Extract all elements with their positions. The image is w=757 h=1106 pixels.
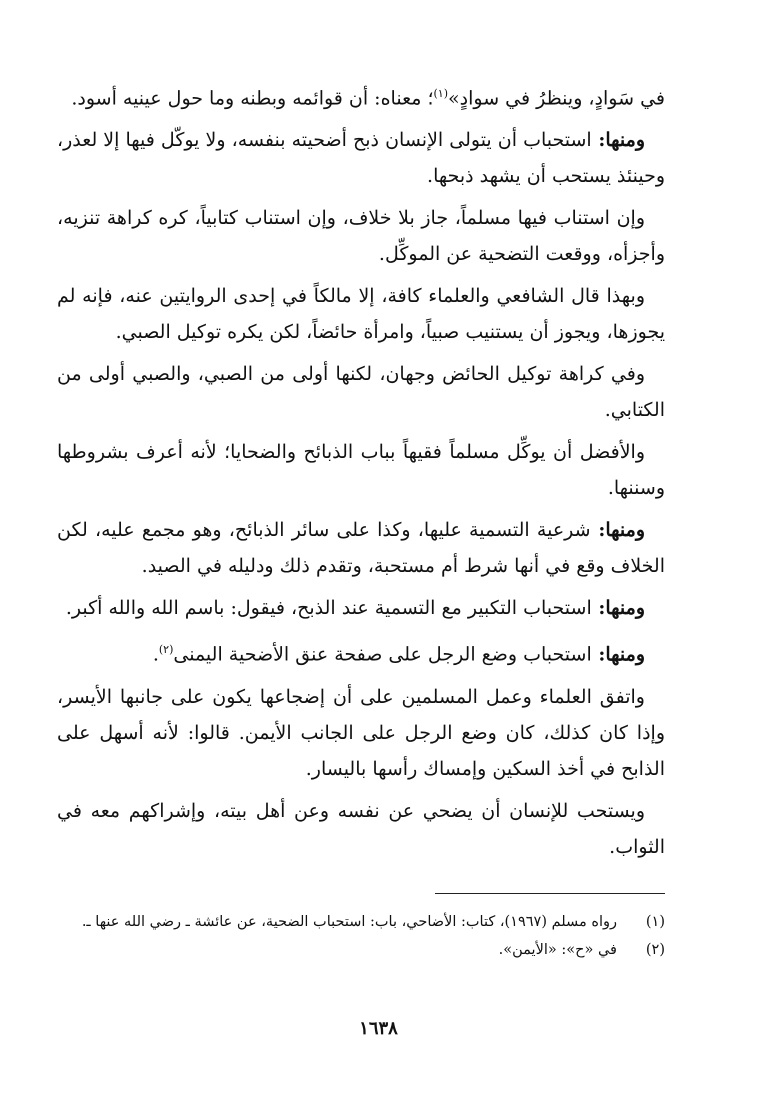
footnote	[57, 936, 665, 964]
footnote-divider	[435, 893, 665, 894]
paragraph: وإن استناب فيها مسلماً، جاز بلا خلاف، وإن استناب كتابياً، كره كراهة تنزيه، وأجزأه، ووقعت التضحية عن الموكِّل.	[57, 207, 665, 266]
paragraph: ومنها: استحباب أن يتولى الإنسان ذبح أضحيته بنفسه، ولا يوكّل فيها إلا لعذر، وحينئذ يستحب أن يشهد ذبحها.	[57, 129, 665, 188]
footnote-number: (٢)	[645, 942, 665, 958]
paragraph: واتفق العلماء وعمل المسلمين على أن إضجاعها يكون على جانبها الأيسر، وإذا كان كذلك، كان وضع الرجل على الجانب الأيمن. قالوا: لأنه أسهل على الذابح في أخذ السكين وإمساك رأسها باليسار.	[57, 685, 665, 780]
footnote-ref: (١)	[433, 87, 449, 100]
page-number: ١٦٣٨	[359, 1018, 398, 1039]
paragraph: ويستحب للإنسان أن يضحي عن نفسه وعن أهل بيته، وإشراكهم معه في الثواب.	[57, 799, 665, 858]
footnote-number: (١)	[645, 914, 665, 930]
paragraph: وبهذا قال الشافعي والعلماء كافة، إلا مالكاً في إحدى الروايتين عنه، فإنه لم يجوزها، ويجوز أن يستنيب صبياً، وامرأة حائضاً، لكن يكره توكيل الصبي.	[57, 285, 665, 344]
footnote	[57, 908, 665, 936]
footnote-ref: (٢)	[158, 643, 174, 657]
footnote-text: في «ح»: «الأيمن».	[498, 942, 617, 958]
paragraph: والأفضل أن يوكِّل مسلماً فقيهاً بباب الذبائح والضحايا؛ لأنه أعرف بشروطها وسننها.	[57, 441, 665, 500]
paragraph: ومنها: استحباب التكبير مع التسمية عند الذبح، فيقول: باسم الله والله أكبر.	[65, 597, 645, 620]
paragraph: في سَوادٍ، وينظرُ في سوادٍ»$^{(١)}$؛ معناه: أن قوائمه وبطنه وما حول عينيه أسود.	[71, 87, 665, 110]
footnotes	[57, 908, 665, 964]
paragraph: ومنها: شرعية التسمية عليها، وكذا على سائر الذبائح، وهو مجمع عليه، لكن الخلاف وقع في أنها شرط أم مستحبة، وتقدم ذلك ودليله في الصيد.	[57, 519, 665, 578]
footnote-text: رواه مسلم (١٩٦٧)، كتاب: الأضاحي، باب: استحباب الضحية، عن عائشة ـ رضي الله عنها ـ.	[81, 914, 617, 930]
paragraph: ومنها: استحباب وضع الرجل على صفحة عنق الأضحية اليمنى$^{(٢)}$.	[152, 643, 645, 666]
paragraph: وفي كراهة توكيل الحائض وجهان، لكنها أولى من الصبي، والصبي أولى من الكتابي.	[57, 363, 665, 422]
body-text	[57, 76, 665, 871]
